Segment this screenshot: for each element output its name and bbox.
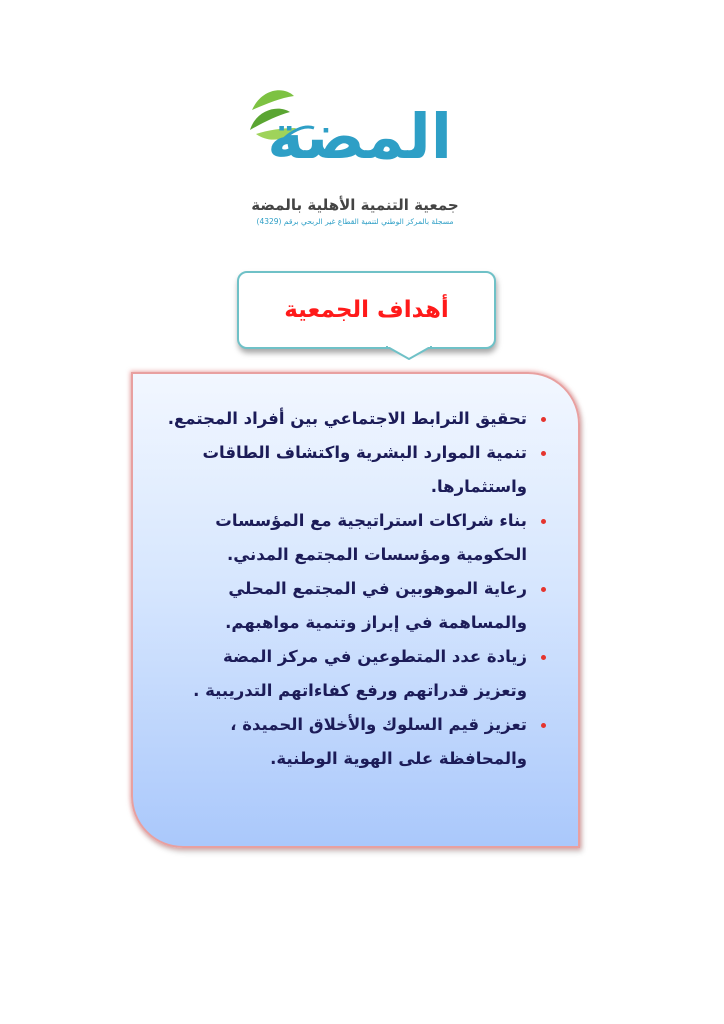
- goal-text: تنمية الموارد البشرية واكتشاف الطاقات واستثمارها.: [202, 443, 527, 496]
- goal-text: رعاية الموهوبين في المجتمع المحلي والمساهمة في إبراز وتنمية مواهبهم.: [225, 579, 527, 632]
- bubble-tail: [386, 346, 432, 360]
- logo-wordmark: المضة: [267, 100, 452, 173]
- bullet-icon: [537, 708, 549, 742]
- logo-registration: مسجلة بالمركز الوطني لتنمية القطاع غير الربحي برقم (4329): [256, 217, 454, 226]
- title-bubble: [237, 271, 496, 349]
- goal-item: [166, 402, 549, 436]
- goal-text: بناء شراكات استراتيجية مع المؤسسات الحكومية ومؤسسات المجتمع المدني.: [215, 511, 527, 564]
- logo-org-name: جمعية التنمية الأهلية بالمضة: [251, 196, 459, 214]
- goal-item: [166, 640, 549, 708]
- bullet-icon: [537, 640, 549, 674]
- page-title: أهداف الجمعية: [284, 297, 449, 323]
- goal-item: [166, 572, 549, 640]
- goal-text: تحقيق الترابط الاجتماعي بين أفراد المجتمع.: [167, 409, 527, 428]
- goals-list: [166, 402, 549, 776]
- goal-item: [166, 436, 549, 504]
- association-logo: [244, 74, 466, 234]
- goal-item: [166, 708, 549, 776]
- bullet-icon: [537, 436, 549, 470]
- goal-text: زيادة عدد المتطوعين في مركز المضة وتعزيز قدراتهم ورفع كفاءاتهم التدريبية .: [193, 647, 527, 700]
- goal-item: [166, 504, 549, 572]
- bullet-icon: [537, 572, 549, 606]
- bullet-icon: [537, 504, 549, 538]
- goal-text: تعزيز قيم السلوك والأخلاق الحميدة ، والمحافظة على الهوية الوطنية.: [230, 715, 527, 768]
- bullet-icon: [537, 402, 549, 436]
